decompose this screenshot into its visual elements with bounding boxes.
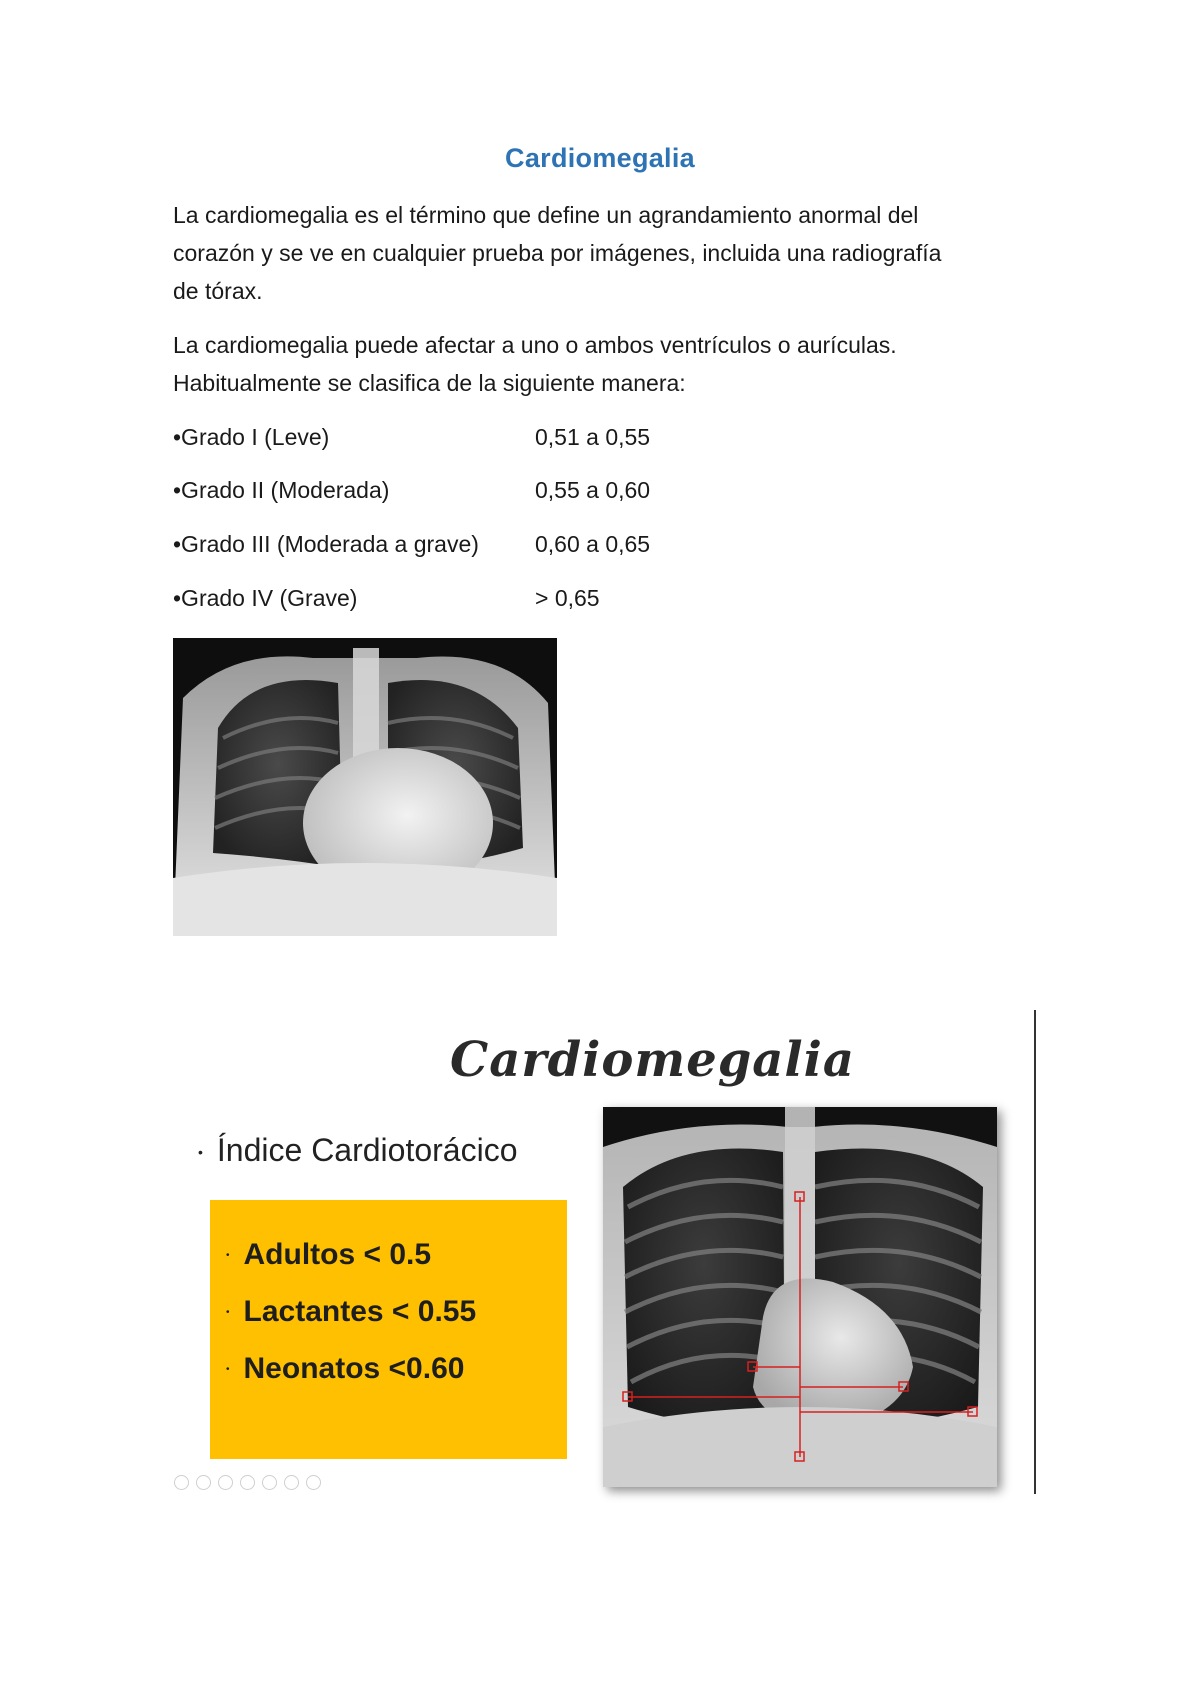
- grade-label: •Grado III (Moderada a grave): [173, 531, 479, 557]
- grade-value: 0,60 a 0,65: [535, 531, 651, 557]
- grade-value: 0,51 a 0,55: [535, 424, 651, 450]
- bullet-dot: •: [198, 1144, 203, 1160]
- slide-bullet-heading: [198, 1132, 518, 1169]
- grade-label: •Grado IV (Grave): [173, 585, 358, 611]
- pen-icon[interactable]: [218, 1475, 233, 1490]
- screen-icon[interactable]: [284, 1475, 299, 1490]
- paragraph-line: de tórax.: [173, 278, 263, 304]
- paragraph-line: Habitualmente se clasifica de la siguiente manera:: [173, 370, 686, 396]
- paragraph-line: La cardiomegalia puede afectar a uno o ambos ventrículos o aurículas.: [173, 332, 897, 358]
- slide-title: Cardiomegalia: [450, 1032, 855, 1088]
- page-title: Cardiomegalia: [505, 143, 695, 173]
- reference-item-label: Adultos < 0.5: [243, 1238, 432, 1271]
- more-icon[interactable]: [306, 1475, 321, 1490]
- paragraph-classification: [173, 326, 1053, 402]
- bullet-dot: •: [226, 1250, 230, 1261]
- grade-value: > 0,65: [535, 585, 600, 611]
- reference-values-box: [210, 1200, 567, 1459]
- bullet-heading-text: Índice Cardiotorácico: [216, 1132, 518, 1168]
- grid-icon[interactable]: [240, 1475, 255, 1490]
- measured-chest-xray-image: [603, 1107, 997, 1487]
- reference-item: [226, 1352, 464, 1386]
- zoom-icon[interactable]: [262, 1475, 277, 1490]
- paragraph-line: corazón y se ve en cualquier prueba por imágenes, incluida una radiografía: [173, 240, 942, 266]
- grade-label: •Grado I (Leve): [173, 424, 330, 450]
- reference-item: [226, 1295, 476, 1329]
- reference-item: [226, 1238, 431, 1272]
- slide-nav-icons: [174, 1474, 328, 1490]
- bullet-dot: •: [226, 1307, 230, 1318]
- bullet-dot: •: [226, 1364, 230, 1375]
- reference-item-label: Neonatos <0.60: [243, 1352, 465, 1385]
- nav-forward-icon[interactable]: [196, 1475, 211, 1490]
- paragraph-line: La cardiomegalia es el término que define un agrandamiento anormal del: [173, 202, 919, 228]
- paragraph-definition: [173, 196, 1053, 310]
- slide-border-rule: [1034, 1010, 1036, 1494]
- reference-item-label: Lactantes < 0.55: [243, 1295, 477, 1328]
- nav-back-icon[interactable]: [174, 1475, 189, 1490]
- grade-value: 0,55 a 0,60: [535, 477, 651, 503]
- grade-label: •Grado II (Moderada): [173, 477, 390, 503]
- chest-xray-image: [173, 638, 557, 936]
